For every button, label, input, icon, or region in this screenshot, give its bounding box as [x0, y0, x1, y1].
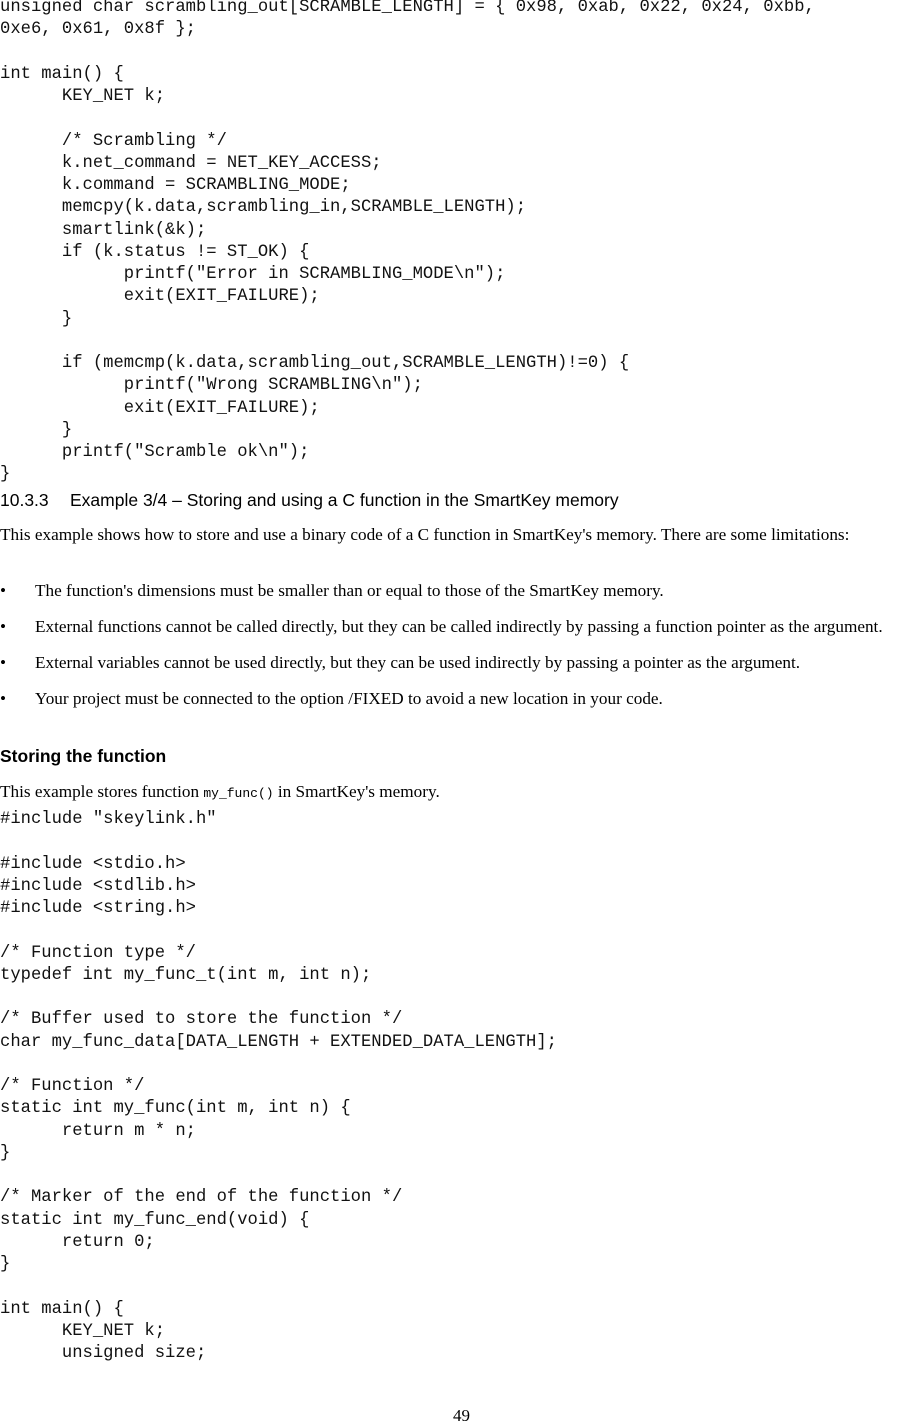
list-item-text: Your project must be connected to the option /FIXED to avoid a new location in your code.	[35, 689, 663, 708]
code-line: }	[0, 1143, 11, 1163]
code-line: #include <stdio.h>	[0, 854, 186, 874]
bullet-icon: •	[0, 617, 7, 636]
code-line: /* Scrambling */	[0, 131, 227, 151]
code-line: k.net_command = NET_KEY_ACCESS;	[0, 153, 382, 173]
code-line: /* Function */	[0, 1077, 145, 1096]
code-line: smartlink(&k);	[0, 220, 207, 240]
page-number: 49	[453, 1406, 470, 1425]
code-line: memcpy(k.data,scrambling_in,SCRAMBLE_LENGTH);	[0, 198, 527, 218]
paragraph-text: This example stores function	[0, 782, 204, 801]
code-line: return m * n;	[0, 1121, 196, 1141]
code-line: static int my_func_end(void) {	[0, 1210, 310, 1230]
subsection-heading: Storing the function	[0, 746, 167, 766]
code-line: if (k.status != ST_OK) {	[0, 242, 310, 262]
code-line: }	[0, 465, 11, 485]
code-line: typedef int my_func_t(int m, int n);	[0, 965, 372, 985]
list-item	[0, 616, 920, 638]
list-item-text: The function's dimensions must be smaller than or equal to those of the SmartKey memory.	[35, 581, 664, 600]
code-line: int main() {	[0, 64, 124, 84]
bullet-icon: •	[0, 653, 7, 672]
code-line: #include <string.h>	[0, 899, 196, 918]
code-line: }	[0, 420, 73, 440]
code-line	[0, 1054, 557, 1076]
code-line: KEY_NET k;	[0, 87, 166, 106]
code-line: if (memcmp(k.data,scrambling_out,SCRAMBLE_LENGTH)!=0) {	[0, 354, 630, 373]
section-number: 10.3.3	[0, 490, 49, 510]
code-line: printf("Error in SCRAMBLING_MODE\n");	[0, 265, 506, 284]
code-line: char my_func_data[DATA_LENGTH + EXTENDED_DATA_LENGTH];	[0, 1032, 557, 1052]
code-line	[0, 108, 815, 130]
code-line	[0, 42, 815, 64]
list-item-text: External variables cannot be used directly, but they can be used indirectly by passing a pointer as the argument.	[35, 653, 801, 672]
section-title: Example 3/4 – Storing and using a C function in the SmartKey memory	[70, 490, 619, 510]
code-line: static int my_func(int m, int n) {	[0, 1099, 351, 1119]
code-line: /* Function type */	[0, 943, 196, 963]
code-line: unsigned size;	[0, 1344, 207, 1363]
code-line	[0, 1276, 557, 1298]
code-line: KEY_NET k;	[0, 1321, 166, 1341]
code-line	[0, 831, 557, 853]
list-item-text: External functions cannot be called directly, but they can be called indirectly by passing a function pointer as the argument.	[35, 617, 883, 636]
code-line	[0, 331, 815, 353]
list-item	[0, 652, 920, 674]
code-line: #include <stdlib.h>	[0, 876, 196, 896]
code-block-scramble	[0, 0, 815, 487]
code-line: return 0;	[0, 1232, 155, 1252]
list-item	[0, 688, 920, 710]
code-line	[0, 920, 557, 942]
code-line	[0, 987, 557, 1009]
code-line: 0xe6, 0x61, 0x8f };	[0, 20, 196, 40]
subsection-paragraph	[0, 781, 920, 805]
code-line: k.command = SCRAMBLING_MODE;	[0, 176, 351, 195]
code-line	[0, 1165, 557, 1187]
code-line: #include "skeylink.h"	[0, 810, 217, 829]
limitations-list	[0, 580, 920, 724]
paragraph-text: in SmartKey's memory.	[273, 782, 440, 801]
code-line: printf("Scramble ok\n");	[0, 443, 310, 462]
code-line: /* Marker of the end of the function */	[0, 1188, 403, 1208]
section-heading	[0, 490, 619, 511]
code-line: }	[0, 309, 73, 329]
code-block-store-function	[0, 809, 557, 1365]
section-intro: This example shows how to store and use a binary code of a C function in SmartKey's memory. There are some limitations:	[0, 525, 850, 544]
bullet-icon: •	[0, 689, 7, 708]
code-line: exit(EXIT_FAILURE);	[0, 287, 320, 307]
code-line: }	[0, 1255, 11, 1274]
code-line: int main() {	[0, 1299, 124, 1319]
code-line: unsigned char scrambling_out[SCRAMBLE_LENGTH] = { 0x98, 0xab, 0x22, 0x24, 0xbb,	[0, 0, 815, 17]
inline-code: my_func()	[203, 786, 274, 801]
code-line: exit(EXIT_FAILURE);	[0, 398, 320, 418]
code-line: printf("Wrong SCRAMBLING\n");	[0, 376, 423, 396]
list-item	[0, 580, 920, 602]
bullet-icon: •	[0, 581, 7, 600]
code-line: /* Buffer used to store the function */	[0, 1010, 403, 1030]
